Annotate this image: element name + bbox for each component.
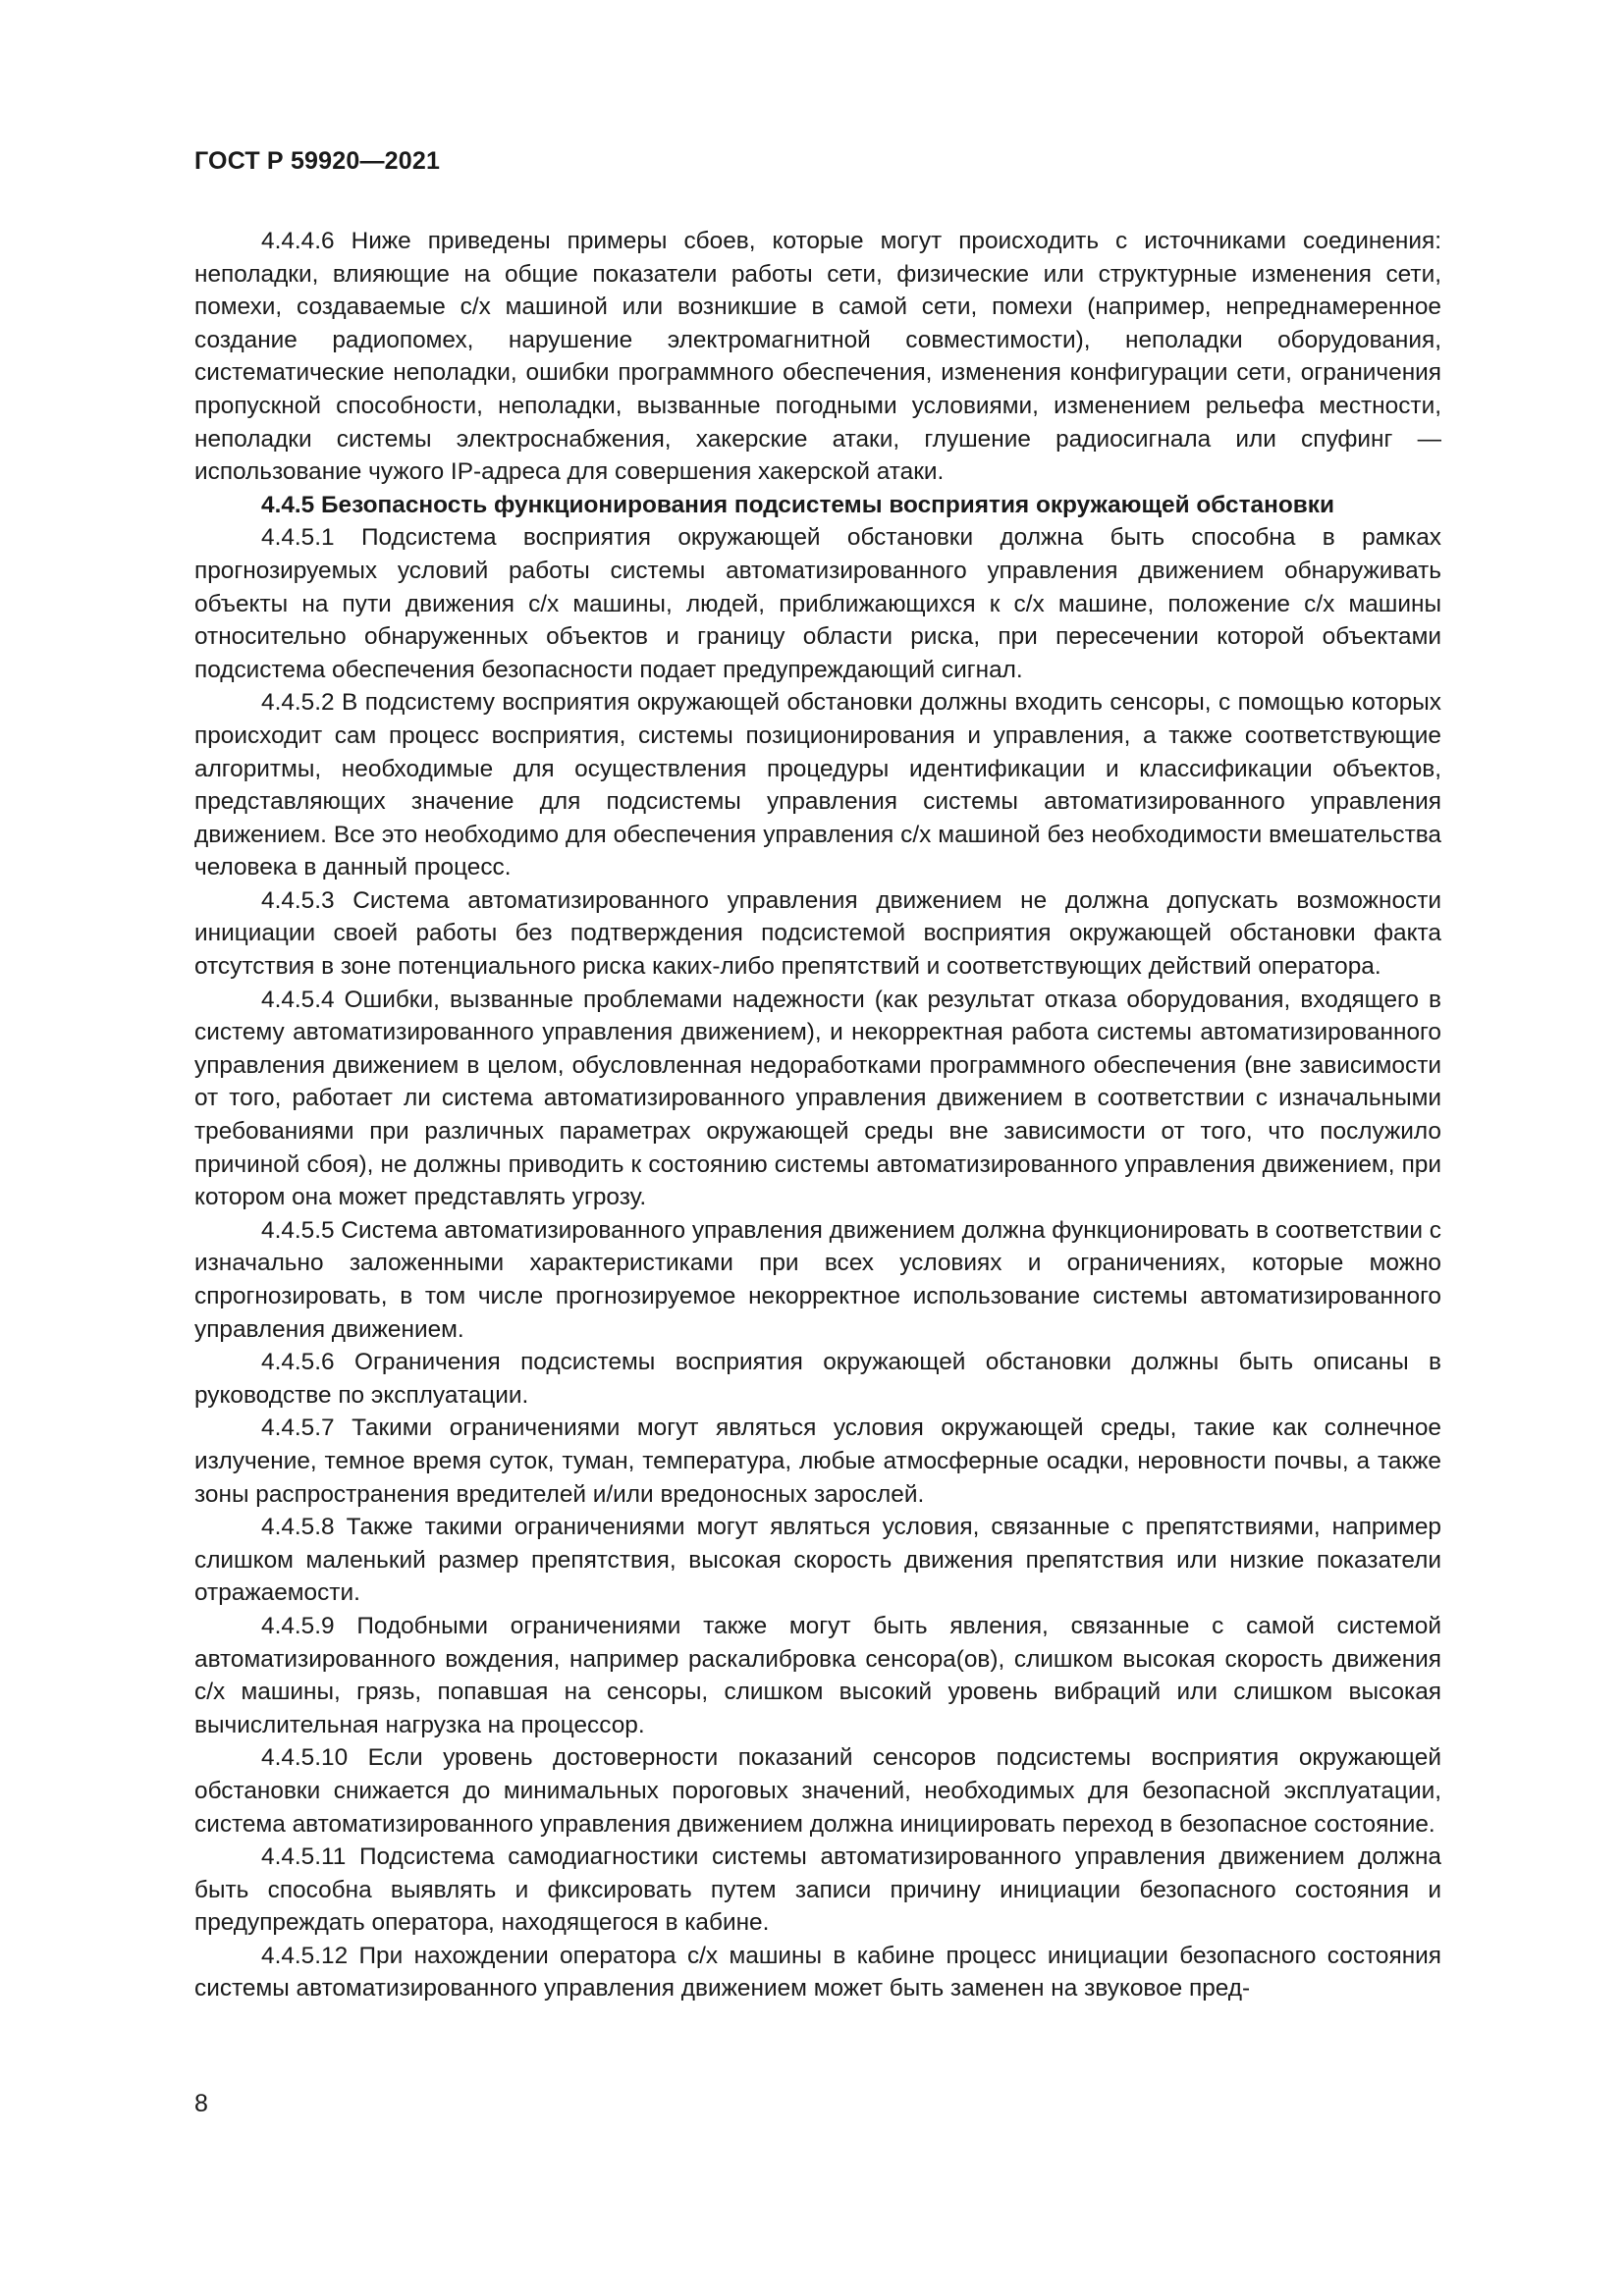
paragraph-4-4-5-12: 4.4.5.12 При нахождении оператора с/х машины в кабине процесс инициации безопасного состояния системы автоматизированного управления движением может быть заменен на звуковое пред- xyxy=(194,1942,1441,2002)
paragraph-4-4-5-11: 4.4.5.11 Подсистема самодиагностики системы автоматизированного управления движением должна быть способна выявлять и фиксировать путем записи причину инициации безопасного состояния и предупреждать оператора, находящегося в кабине. xyxy=(194,1843,1441,1937)
section-heading-4-4-5: 4.4.5 Безопасность функционирования подсистемы восприятия окружающей обстановки xyxy=(261,491,1334,518)
paragraph-4-4-5-3: 4.4.5.3 Система автоматизированного управления движением не должна допускать возможности инициации своей работы без подтверждения подсистемой восприятия окружающей обстановки факта отсутствия в зоне потенциального риска каких-либо препятствий и соответствующих действий оператора. xyxy=(194,886,1441,981)
document-body xyxy=(194,225,1441,2005)
paragraph-4-4-5-7: 4.4.5.7 Такими ограничениями могут являться условия окружающей среды, такие как солнечное излучение, темное время суток, туман, температура, любые атмосферные осадки, неровности почвы, а также зоны распространения вредителей и/или вредоносных зарослей. xyxy=(194,1415,1441,1508)
page-number: 8 xyxy=(194,2090,208,2117)
paragraph-4-4-5-6: 4.4.5.6 Ограничения подсистемы восприятия окружающей обстановки должны быть описаны в руководстве по эксплуатации. xyxy=(194,1349,1441,1409)
paragraph-4-4-5-9: 4.4.5.9 Подобными ограничениями также могут быть явления, связанные с самой системой автоматизированного вождения, например раскалибровка сенсора(ов), слишком высокая скорость движения с/х машины, грязь, попавшая на сенсоры, слишком высокий уровень вибраций или слишком высокая вычислительная нагрузка на процессор. xyxy=(194,1612,1441,1738)
paragraph-4-4-5-2: 4.4.5.2 В подсистему восприятия окружающей обстановки должны входить сенсоры, с помощью которых происходит сам процесс восприятия, системы позиционирования и управления, а также соответствующие алгоритмы, необходимые для осуществления процедуры идентификации и классификации объектов, представляющих значение для подсистемы управления системы автоматизированного управления движением. Все это необходимо для обеспечения управления с/х машиной без необходимости вмешательства человека в данный процесс. xyxy=(194,689,1441,881)
paragraph-4-4-5-5: 4.4.5.5 Система автоматизированного управления движением должна функционировать в соответствии с изначально заложенными характеристиками при всех условиях и ограничениях, которые можно спрогнозировать, в том числе прогнозируемое некорректное использование системы автоматизированного управления движением. xyxy=(194,1216,1441,1343)
paragraph-4-4-5-10: 4.4.5.10 Если уровень достоверности показаний сенсоров подсистемы восприятия окружающей обстановки снижается до минимальных пороговых значений, необходимых для безопасной эксплуатации, система автоматизированного управления движением должна инициировать переход в безопасное состояние. xyxy=(194,1744,1441,1838)
document-header: ГОСТ Р 59920—2021 xyxy=(194,147,441,175)
paragraph-4-4-4-6: 4.4.4.6 Ниже приведены примеры сбоев, которые могут происходить с источниками соединения: неполадки, влияющие на общие показатели работы сети, физические или структурные изменения сети, помехи, создаваемые с/х машиной или возникшие в самой сети, помехи (например, непреднамеренное создание радиопомех, нарушение электромагнитной совместимости), неполадки оборудования, систематические неполадки, ошибки программного обеспечения, изменения конфигурации сети, ограничения пропускной способности, неполадки, вызванные погодными условиями, изменением рельефа местности, неполадки системы электроснабжения, хакерские атаки, глушение радиосигнала или спуфинг — использование чужого IP-адреса для совершения хакерской атаки. xyxy=(194,228,1441,486)
paragraph-4-4-5-1: 4.4.5.1 Подсистема восприятия окружающей обстановки должна быть способна в рамках прогнозируемых условий работы системы автоматизированного управления движением обнаруживать объекты на пути движения с/х машины, людей, приближающихся к с/х машине, положение с/х машины относительно обнаруженных объектов и границу области риска, при пересечении которой объектами подсистема обеспечения безопасности подает предупреждающий сигнал. xyxy=(194,524,1441,683)
paragraph-4-4-5-4: 4.4.5.4 Ошибки, вызванные проблемами надежности (как результат отказа оборудования, входящего в систему автоматизированного управления движением), и некорректная работа системы автоматизированного управления движением в целом, обусловленная недоработками программного обеспечения (вне зависимости от того, работает ли система автоматизированного управления движением в соответствии с изначальными требованиями при различных параметрах окружающей среды вне зависимости от того, что послужило причиной сбоя), не должны приводить к состоянию системы автоматизированного управления движением, при котором она может представлять угрозу. xyxy=(194,986,1441,1211)
paragraph-4-4-5-8: 4.4.5.8 Также такими ограничениями могут являться условия, связанные с препятствиями, например слишком маленький размер препятствия, высокая скорость движения препятствия или низкие показатели отражаемости. xyxy=(194,1514,1441,1607)
